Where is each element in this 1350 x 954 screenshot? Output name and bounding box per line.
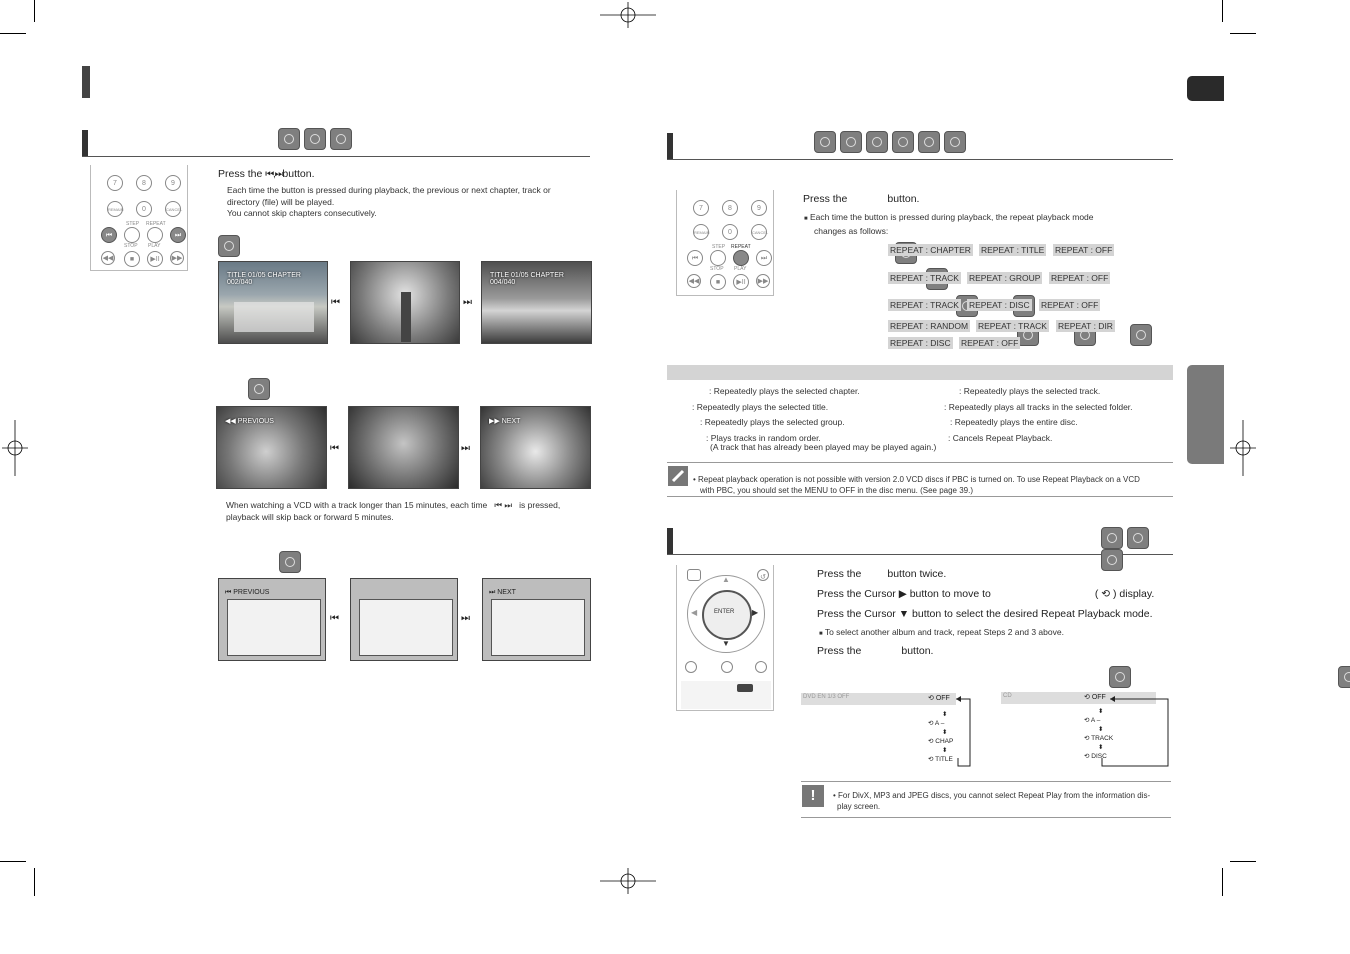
mp3-disc-icon bbox=[279, 551, 301, 573]
osd-step-4 bbox=[817, 645, 933, 657]
previous-label: PREVIOUS bbox=[233, 589, 270, 596]
cursor-right-icon: ▶ bbox=[752, 608, 759, 617]
dvd-disc-icon bbox=[278, 128, 300, 150]
repeat-mode-box: REPEAT : OFF bbox=[1051, 273, 1109, 283]
step-text: Press the Cursor bbox=[817, 608, 896, 620]
vcd-disc-icon bbox=[1338, 666, 1350, 688]
note-line: To select another album and track, repeat Steps 2 and 3 above. bbox=[824, 627, 1064, 637]
skip-back-icon: ⏮ bbox=[101, 227, 117, 243]
key bbox=[721, 661, 733, 673]
osd-selected: ⟲ OFF bbox=[928, 695, 950, 702]
vcd-note bbox=[226, 500, 560, 523]
disc-icons bbox=[814, 131, 970, 153]
step-text: Press the bbox=[218, 168, 263, 180]
osd-step-1 bbox=[817, 568, 946, 580]
registration-mark bbox=[600, 2, 656, 28]
dvd-disc-icon bbox=[1101, 527, 1123, 549]
definition-text: (A track that has already been played may be played again.) bbox=[710, 442, 937, 452]
play-label: PLAY bbox=[148, 243, 161, 249]
key-9: 9 bbox=[751, 200, 767, 216]
return-icon: ↺ bbox=[757, 569, 769, 581]
loop-arrow bbox=[954, 696, 974, 768]
repeat-label: REPEAT bbox=[146, 221, 166, 227]
repeat-section-header bbox=[667, 133, 1173, 160]
definition-text: : Repeatedly plays the selected chapter. bbox=[709, 386, 860, 396]
dvd-disc-icon bbox=[1109, 666, 1131, 688]
osd-option: A – bbox=[1090, 717, 1101, 724]
repeat-mode-box: REPEAT : TRACK bbox=[890, 273, 959, 283]
crop-mark bbox=[34, 0, 35, 22]
repeat-mode-box: REPEAT : OFF bbox=[1055, 245, 1113, 255]
button-grid bbox=[681, 681, 771, 709]
file-list-panel bbox=[227, 599, 321, 656]
cd-osd-list: ⬍ ⟲ A – ⬍ ⟲ TRACK ⬍ ⟲ DISC bbox=[1084, 708, 1114, 760]
note-box bbox=[667, 462, 1173, 497]
desc-line: changes as follows: bbox=[814, 225, 889, 236]
jpeg-disc-icon bbox=[1130, 324, 1152, 346]
crop-mark bbox=[1222, 868, 1223, 896]
step-text: ) display. bbox=[1113, 588, 1155, 600]
repeat-label: REPEAT bbox=[731, 244, 751, 250]
vcd-screen-next bbox=[480, 406, 591, 489]
repeat-mode-box: REPEAT : OFF bbox=[1041, 300, 1099, 310]
skip-back-icon: ⏮ bbox=[330, 613, 337, 624]
mp3-screen-current bbox=[350, 578, 458, 661]
dvd-screen-previous bbox=[218, 261, 328, 344]
cursor-down-icon: ▼ bbox=[722, 639, 730, 648]
definition-text: : Repeatedly plays the selected title. bbox=[692, 402, 829, 412]
repeat-key bbox=[147, 227, 163, 243]
stop-icon: ■ bbox=[124, 251, 140, 267]
osd-text: TITLE 01/05 CHAPTER 002/040 bbox=[227, 272, 301, 286]
repeat-mode-box: REPEAT : TRACK bbox=[890, 300, 959, 310]
osd-bar-text: DVD EN 1/3 OFF bbox=[803, 694, 850, 700]
skip-forward-icon: ⏭ bbox=[461, 443, 468, 454]
step-text: button. bbox=[282, 168, 315, 180]
cactus-shape bbox=[401, 292, 411, 342]
step-label: STEP bbox=[126, 221, 140, 227]
skip-section-header bbox=[82, 130, 590, 157]
vcd-disc-icon bbox=[304, 128, 326, 150]
key-7: 7 bbox=[107, 175, 123, 191]
osd-step-3-note: ■ To select another album and track, repeat Steps 2 and 3 above. bbox=[819, 627, 1064, 637]
osd-option: CHAP bbox=[935, 738, 954, 745]
registration-mark bbox=[1230, 420, 1256, 476]
vcd-disc-icon bbox=[840, 131, 862, 153]
step-text: button twice. bbox=[887, 568, 947, 580]
repeat-mode-box: REPEAT : TRACK bbox=[978, 321, 1047, 331]
pencil-icon bbox=[668, 466, 688, 486]
crop-mark bbox=[1230, 861, 1256, 862]
repeat-mode-box: REPEAT : GROUP bbox=[969, 273, 1041, 283]
key-remain: REMAIN bbox=[107, 201, 123, 217]
step-label: STEP bbox=[712, 244, 726, 250]
remote-illustration bbox=[90, 165, 188, 271]
osd-info-bar bbox=[801, 693, 956, 705]
next-label: NEXT bbox=[501, 418, 521, 425]
step-text: Press the bbox=[817, 645, 862, 657]
definition-text: : Repeatedly plays the selected group. bbox=[700, 417, 845, 427]
cursor-up-icon: ▲ bbox=[722, 575, 730, 584]
note-text: playback will skip back or forward 5 minutes. bbox=[226, 511, 394, 522]
note-text: • Repeat playback operation is not possible with version 2.0 VCD discs if PBC is turned on. To use Repeat Playback on a VCD with PBC, you should set the MENU to OFF in the disc menu. (See page 39.) bbox=[693, 475, 1140, 495]
cursor-left-icon: ◀ bbox=[691, 608, 698, 617]
mp3-screen-previous bbox=[218, 578, 326, 661]
skip-buttons-icon: ⏮ , ⏭ bbox=[265, 169, 283, 180]
osd-option: OFF bbox=[935, 695, 950, 702]
key bbox=[755, 661, 767, 673]
dvd-screen-current bbox=[350, 261, 460, 344]
step-repeat bbox=[803, 193, 919, 205]
desc-line: directory (file) will be played. bbox=[227, 196, 335, 207]
key-cancel: CANCEL bbox=[165, 201, 181, 217]
repeat-description: ■ Each time the button is pressed during playback, the repeat playback mode changes as follows: bbox=[804, 212, 1094, 236]
crop-mark bbox=[0, 33, 26, 34]
info-key bbox=[737, 684, 753, 692]
step-text: button to move to bbox=[909, 588, 991, 600]
file-list-panel bbox=[491, 599, 585, 656]
previous-label: PREVIOUS bbox=[237, 418, 274, 425]
file-list-panel bbox=[359, 599, 453, 656]
repeat-key bbox=[733, 250, 749, 266]
definition-text: : Repeatedly plays the entire disc. bbox=[950, 417, 1078, 427]
osd-option: DISC bbox=[1091, 753, 1107, 760]
note-text: When watching a VCD with a track longer than 15 minutes, each time bbox=[226, 500, 488, 510]
vcd-screen-current bbox=[348, 406, 459, 489]
desc-line: Each time the button is pressed during playback, the previous or next chapter, track or bbox=[227, 185, 551, 195]
rewind-icon: ◀◀ bbox=[101, 251, 115, 265]
vcd-disc-icon bbox=[1127, 527, 1149, 549]
definition-text: : Repeatedly plays all tracks in the selected folder. bbox=[944, 402, 1133, 412]
vcd-disc-icon bbox=[248, 378, 270, 400]
note-line: Repeat playback operation is not possible with version 2.0 VCD discs if PBC is turned on. To use Repeat Playback on a VCD bbox=[698, 475, 1140, 484]
key-8: 8 bbox=[722, 200, 738, 216]
skip-forward-icon: ⏭ bbox=[463, 297, 470, 308]
key-0: 0 bbox=[722, 224, 738, 240]
chapter-tab bbox=[1187, 365, 1224, 464]
cursor-right-icon: ▶ bbox=[898, 588, 907, 600]
key-7: 7 bbox=[693, 200, 709, 216]
cd-disc-icon bbox=[1101, 549, 1123, 571]
caution-box bbox=[801, 781, 1171, 818]
repeat-mode-box: REPEAT : RANDOM bbox=[890, 321, 969, 331]
stop-label: STOP bbox=[124, 243, 138, 249]
step-text: Press the bbox=[803, 193, 848, 205]
osd-option: TITLE bbox=[935, 756, 953, 763]
repeat-mode-box: REPEAT : CHAPTER bbox=[890, 245, 971, 255]
desc-line: Each time the button is pressed during playback, the repeat playback mode bbox=[810, 212, 1094, 222]
menu-key bbox=[687, 569, 701, 581]
fast-forward-icon: ▶▶ bbox=[170, 251, 184, 265]
repeat-mode-box: REPEAT : DISC bbox=[890, 338, 951, 348]
skip-back-icon: ⏮ bbox=[330, 443, 337, 454]
page-title-bar bbox=[82, 66, 90, 98]
step-text: button to select the desired Repeat Playback mode. bbox=[912, 608, 1153, 620]
step-text: Press the Cursor bbox=[817, 588, 896, 600]
osd-step-2: Press the Cursor ▶ button to move to ( ⟲ ) display. bbox=[817, 588, 1155, 600]
definition-text: : Cancels Repeat Playback. bbox=[948, 433, 1053, 443]
repeat-mode-box: REPEAT : OFF bbox=[961, 338, 1019, 348]
definition-text: : Plays tracks in random order. bbox=[706, 433, 821, 443]
play-label: PLAY bbox=[734, 266, 747, 272]
osd-step-3 bbox=[817, 608, 1153, 620]
mp3-disc-icon bbox=[892, 131, 914, 153]
definitions-header bbox=[667, 365, 1173, 380]
enter-label: ENTER bbox=[714, 609, 735, 615]
definition-text: : Repeatedly plays the selected track. bbox=[959, 386, 1101, 396]
key-0: 0 bbox=[136, 201, 152, 217]
osd-option: TRACK bbox=[1091, 735, 1114, 742]
osd-text: TITLE 01/05 CHAPTER 004/040 bbox=[490, 272, 564, 286]
caution-icon: ! bbox=[802, 785, 824, 807]
mp3-screen-next bbox=[482, 578, 591, 661]
enter-key bbox=[702, 590, 752, 640]
skip-forward-icon: ⏭ bbox=[461, 613, 468, 624]
key-remain: REMAIN bbox=[693, 224, 709, 240]
loop-arrow bbox=[1098, 696, 1170, 768]
crop-mark bbox=[0, 861, 26, 862]
skip-buttons-icon: ⏮ ⏭ bbox=[494, 500, 513, 510]
registration-mark bbox=[600, 868, 656, 894]
repeat-mode-box: REPEAT : DIR bbox=[1058, 321, 1113, 331]
dvd-screen-next bbox=[481, 261, 592, 344]
note-line: with PBC, you should set the MENU to OFF in the disc menu. (See page 39.) bbox=[700, 486, 974, 495]
osd-text: ⏮ PREVIOUS bbox=[225, 589, 270, 596]
skip-description bbox=[227, 185, 551, 220]
dvd-disc-icon bbox=[814, 131, 836, 153]
crop-mark bbox=[34, 868, 35, 896]
note-line: play screen. bbox=[837, 802, 881, 811]
step-text: button. bbox=[887, 193, 920, 205]
step-key bbox=[710, 250, 726, 266]
page-tab bbox=[1187, 76, 1224, 101]
stop-icon: ■ bbox=[710, 274, 726, 290]
skip-back-icon: ⏮ bbox=[687, 250, 703, 266]
osd-selected: ⟲ OFF bbox=[1084, 694, 1106, 701]
stop-label: STOP bbox=[710, 266, 724, 272]
next-label: NEXT bbox=[497, 589, 516, 596]
step-key bbox=[124, 227, 140, 243]
skip-forward-icon: ⏭ bbox=[170, 227, 186, 243]
crop-mark bbox=[1230, 33, 1256, 34]
note-text: is pressed, bbox=[519, 500, 561, 510]
osd-text: ▶▶ NEXT bbox=[489, 418, 521, 425]
key-8: 8 bbox=[136, 175, 152, 191]
osd-text: ◀◀ PREVIOUS bbox=[225, 418, 274, 425]
fast-forward-icon: ▶▶ bbox=[756, 274, 770, 288]
rewind-icon: ◀◀ bbox=[687, 274, 701, 288]
remote-illustration bbox=[676, 565, 774, 711]
note-text: • For DivX, MP3 and JPEG discs, you cannot select Repeat Play from the information dis- play screen. bbox=[833, 791, 1151, 811]
disc-icons bbox=[1101, 527, 1173, 571]
play-pause-icon: ▶II bbox=[733, 274, 749, 290]
step-skip bbox=[218, 168, 315, 180]
disc-icons bbox=[278, 128, 356, 150]
key bbox=[685, 661, 697, 673]
step-text: Press the bbox=[817, 568, 862, 580]
repeat-osd-section-header bbox=[667, 528, 1173, 555]
skip-forward-icon: ⏭ bbox=[756, 250, 772, 266]
jpeg-disc-icon bbox=[918, 131, 940, 153]
osd-option: OFF bbox=[1091, 694, 1106, 701]
vcd-screen-previous bbox=[216, 406, 327, 489]
dvd-disc-icon bbox=[218, 235, 240, 257]
mp3-disc-icon bbox=[330, 128, 352, 150]
remote-illustration bbox=[676, 190, 774, 296]
desc-line: You cannot skip chapters consecutively. bbox=[227, 208, 377, 218]
osd-option: A – bbox=[934, 720, 945, 727]
skip-back-icon: ⏮ bbox=[331, 297, 338, 308]
key-9: 9 bbox=[165, 175, 181, 191]
osd-text: ⏭ NEXT bbox=[489, 589, 516, 596]
crop-mark bbox=[1222, 0, 1223, 22]
registration-mark bbox=[2, 420, 28, 476]
repeat-icon: ⟲ bbox=[1101, 588, 1111, 600]
play-pause-icon: ▶II bbox=[147, 251, 163, 267]
repeat-mode-box: REPEAT : TITLE bbox=[981, 245, 1045, 255]
cursor-down-icon: ▼ bbox=[898, 608, 910, 620]
cd-disc-icon bbox=[866, 131, 888, 153]
scene-shape bbox=[234, 302, 314, 332]
note-line: For DivX, MP3 and JPEG discs, you cannot select Repeat Play from the information dis- bbox=[838, 791, 1151, 800]
osd-bar-text: CD bbox=[1003, 693, 1012, 699]
divx-disc-icon bbox=[944, 131, 966, 153]
dvd-osd-list: ⬍ ⟲ A – ⬍ ⟲ CHAP ⬍ ⟲ TITLE bbox=[928, 711, 954, 763]
key-cancel: CANCEL bbox=[751, 224, 767, 240]
repeat-mode-box: REPEAT : DISC bbox=[969, 300, 1030, 310]
step-text: button. bbox=[901, 645, 934, 657]
